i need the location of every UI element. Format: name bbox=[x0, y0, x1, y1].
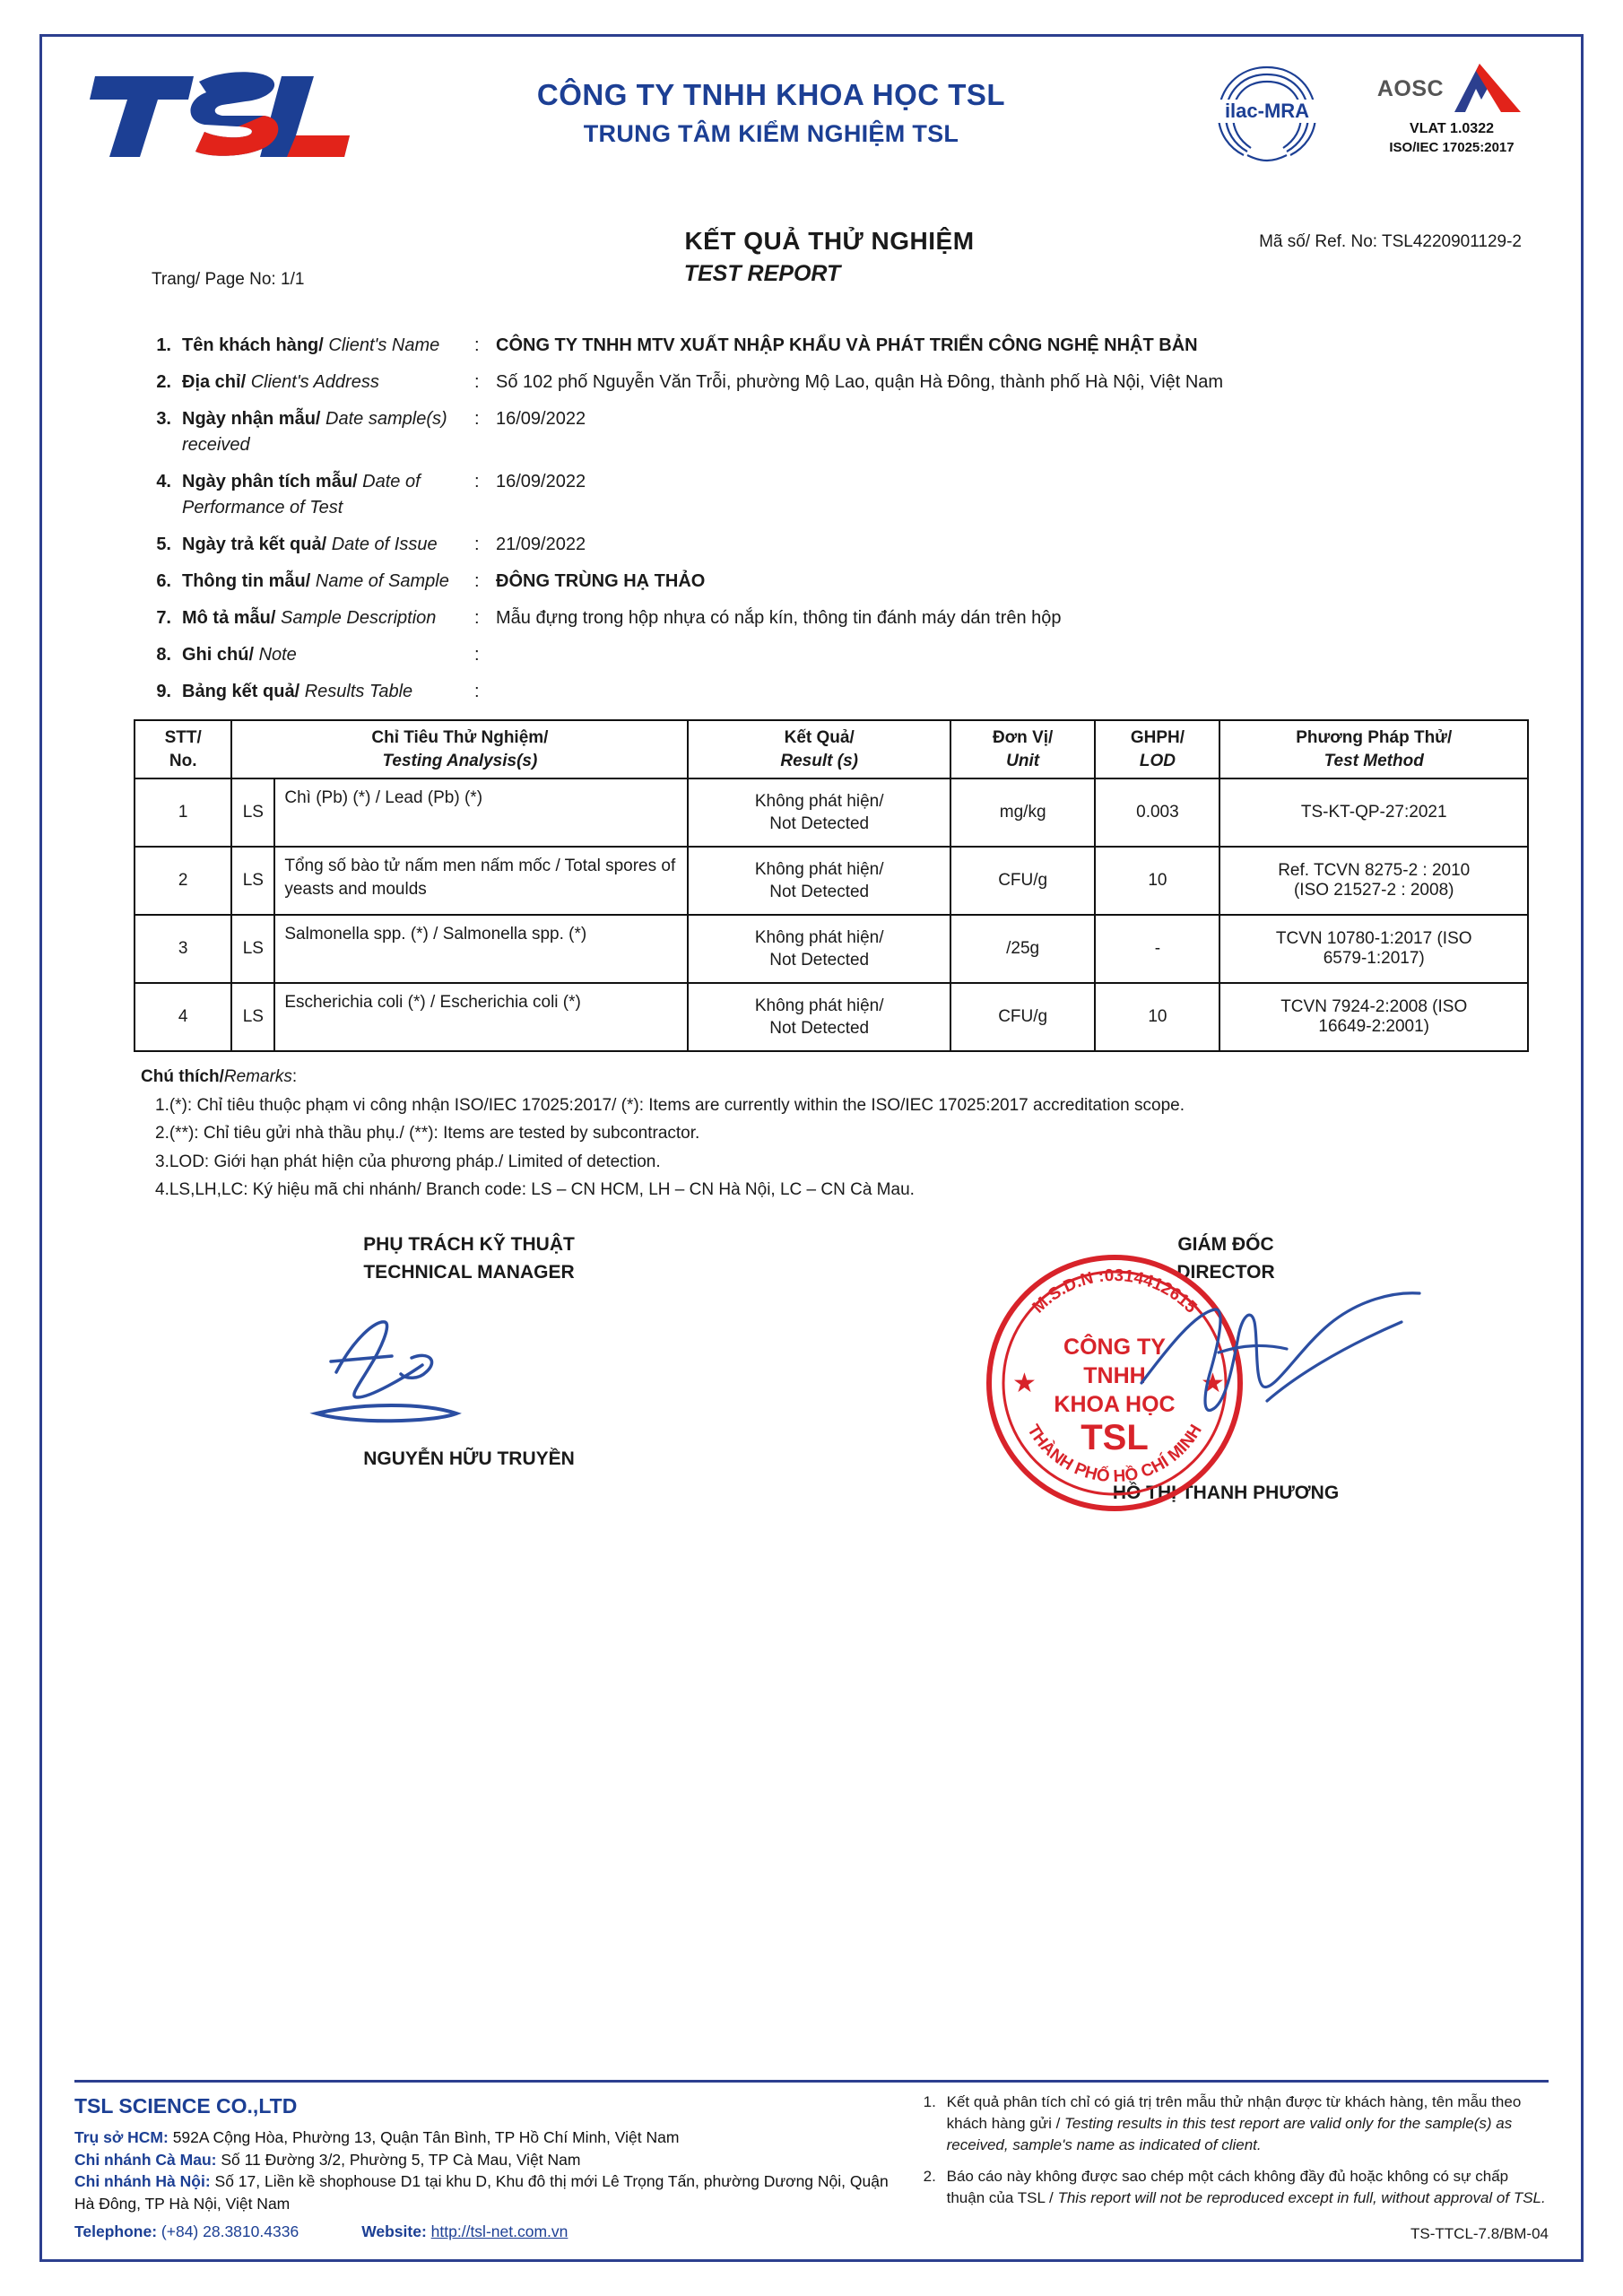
footer-note-en: This report will not be reproduced except in full, without approval of TSL. bbox=[1057, 2188, 1546, 2206]
field-label-vi: Tên khách hàng/ bbox=[182, 335, 324, 355]
footer-camau-value: Số 11 Đường 3/2, Phường 5, TP Cà Mau, Việt Nam bbox=[221, 2150, 581, 2169]
cell-unit: CFU/g bbox=[950, 847, 1096, 915]
field-row bbox=[137, 605, 1531, 631]
cell-method bbox=[1219, 915, 1528, 983]
table-header-result bbox=[688, 720, 950, 778]
field-label bbox=[182, 642, 474, 668]
header-en: Result (s) bbox=[780, 751, 858, 770]
field-label bbox=[182, 532, 474, 558]
table-row bbox=[135, 915, 1528, 983]
aosc-iso-standard: ISO/IEC 17025:2017 bbox=[1389, 140, 1515, 155]
svg-text:KHOA HỌC: KHOA HỌC bbox=[1054, 1391, 1176, 1417]
title-block bbox=[74, 227, 1549, 309]
cell-result-en: Not Detected bbox=[769, 883, 870, 902]
footer-note-en: Testing results in this test report are valid only for the sample(s) as received, sample's name as indicated of client. bbox=[946, 2115, 1513, 2154]
page-number-label: Trang/ Page No: bbox=[152, 270, 276, 289]
cell-method-line2: 16649-2:2001) bbox=[1318, 1017, 1430, 1037]
company-name: CÔNG TY TNHH KHOA HỌC TSL bbox=[536, 78, 1006, 111]
field-label-en: Sample Description bbox=[281, 608, 437, 628]
footer-hcm-label: Trụ sở HCM: bbox=[74, 2127, 169, 2146]
ilac-mra-logo bbox=[1195, 60, 1339, 172]
remarks-title-suffix: : bbox=[291, 1067, 298, 1087]
tsl-logo bbox=[74, 53, 370, 162]
results-table bbox=[134, 719, 1529, 1052]
remark-item: 3.LOD: Giới hạn phát hiện của phương pháp./ Limited of detection. bbox=[155, 1152, 661, 1171]
cell-lod: - bbox=[1095, 915, 1219, 983]
field-row bbox=[137, 532, 1531, 558]
header-en: LOD bbox=[1139, 751, 1176, 770]
field-label-en: Note bbox=[258, 645, 297, 665]
field-value: CÔNG TY TNHH MTV XUẤT NHẬP KHẨU VÀ PHÁT TRIỂN CÔNG NGHỆ NHẬT BẢN bbox=[496, 335, 1198, 355]
footer-note-text bbox=[947, 2092, 1549, 2156]
field-row bbox=[137, 679, 1531, 705]
cell-method-line1: Ref. TCVN 8275-2 : 2010 bbox=[1278, 861, 1471, 881]
results-table-wrapper bbox=[74, 719, 1549, 1052]
cell-method bbox=[1219, 847, 1528, 915]
report-footer bbox=[74, 2080, 1549, 2243]
cell-result-vi: Không phát hiện/ bbox=[754, 927, 884, 947]
signature-section bbox=[74, 1231, 1549, 1526]
aosc-logo bbox=[1355, 60, 1549, 155]
field-label-vi: Ngày phân tích mẫu/ bbox=[182, 472, 358, 491]
footer-company-name: TSL SCIENCE CO.,LTD bbox=[74, 2094, 298, 2118]
report-title-en: TEST REPORT bbox=[683, 261, 841, 286]
field-value: 21/09/2022 bbox=[496, 535, 586, 554]
cell-no: 4 bbox=[135, 983, 231, 1051]
field-label bbox=[182, 605, 474, 631]
field-colon: : bbox=[474, 645, 480, 665]
table-row bbox=[135, 778, 1528, 847]
cell-lod: 0.003 bbox=[1095, 778, 1219, 847]
field-number: 2. bbox=[156, 372, 171, 392]
director-name: HỒ THỊ THANH PHƯƠNG bbox=[1112, 1482, 1340, 1503]
cell-analysis bbox=[231, 847, 688, 915]
cell-branch-code: LS bbox=[232, 779, 275, 846]
field-number: 3. bbox=[156, 409, 171, 429]
table-header-unit bbox=[950, 720, 1096, 778]
table-header-method bbox=[1219, 720, 1528, 778]
cell-method-line1: TCVN 10780-1:2017 (ISO bbox=[1275, 929, 1472, 949]
cell-analysis bbox=[231, 778, 688, 847]
field-label-vi: Địa chỉ/ bbox=[182, 372, 247, 392]
footer-hcm-office bbox=[74, 2126, 900, 2149]
field-colon: : bbox=[474, 682, 480, 701]
header-vi: Kết Quả/ bbox=[784, 728, 855, 747]
footer-contact-line bbox=[74, 2221, 900, 2243]
table-header-no bbox=[135, 720, 231, 778]
report-header bbox=[74, 37, 1549, 207]
cell-method bbox=[1219, 778, 1528, 847]
cell-lod: 10 bbox=[1095, 983, 1219, 1051]
cell-unit: mg/kg bbox=[950, 778, 1096, 847]
technical-manager-title-en: TECHNICAL MANAGER bbox=[363, 1262, 575, 1283]
table-row bbox=[135, 983, 1528, 1051]
header-en: Testing Analysis(s) bbox=[382, 751, 538, 770]
reference-number bbox=[1259, 232, 1522, 252]
field-number: 1. bbox=[156, 335, 171, 355]
field-value: 16/09/2022 bbox=[496, 409, 586, 429]
cell-analysis bbox=[231, 915, 688, 983]
footer-hanoi-office bbox=[74, 2170, 900, 2215]
aosc-vlat: VLAT 1.0322 bbox=[1410, 121, 1494, 136]
field-row bbox=[137, 642, 1531, 668]
footer-hanoi-label: Chi nhánh Hà Nội: bbox=[74, 2172, 211, 2191]
field-row bbox=[137, 333, 1531, 359]
svg-text:ilac-MRA: ilac-MRA bbox=[1224, 100, 1310, 122]
svg-text:★: ★ bbox=[1201, 1368, 1225, 1398]
cell-analysis-name: Chì (Pb) (*) / Lead (Pb) (*) bbox=[284, 788, 483, 808]
field-colon: : bbox=[474, 335, 480, 355]
field-number: 8. bbox=[156, 645, 171, 665]
aosc-wordmark: AOSC bbox=[1376, 75, 1445, 101]
field-row bbox=[137, 370, 1531, 396]
footer-note-text bbox=[947, 2166, 1549, 2209]
field-label bbox=[182, 569, 474, 595]
field-value: ĐÔNG TRÙNG HẠ THẢO bbox=[496, 571, 706, 591]
remarks-section bbox=[74, 1065, 1549, 1204]
cell-result-en: Not Detected bbox=[769, 814, 870, 834]
footer-note bbox=[924, 2092, 1549, 2156]
field-label-vi: Mô tả mẫu/ bbox=[182, 608, 276, 628]
footer-note bbox=[924, 2166, 1549, 2209]
reference-label: Mã số/ Ref. No: bbox=[1259, 232, 1378, 251]
svg-text:TNHH: TNHH bbox=[1083, 1362, 1146, 1388]
header-vi: Phương Pháp Thử/ bbox=[1296, 728, 1453, 747]
cell-branch-code: LS bbox=[232, 984, 275, 1050]
cell-branch-code: LS bbox=[232, 848, 275, 914]
cell-result-vi: Không phát hiện/ bbox=[754, 859, 884, 879]
field-colon: : bbox=[474, 535, 480, 554]
cell-no: 2 bbox=[135, 847, 231, 915]
footer-note-vi: Kết quả phân tích chỉ có giá trị trên mẫu thử nhận được từ khách hàng, tên mẫu theo khách hàng gửi / bbox=[946, 2093, 1522, 2133]
header-en: Test Method bbox=[1324, 751, 1424, 770]
table-header-lod bbox=[1095, 720, 1219, 778]
cell-unit: CFU/g bbox=[950, 983, 1096, 1051]
cell-unit: /25g bbox=[950, 915, 1096, 983]
field-row bbox=[137, 569, 1531, 595]
cell-method bbox=[1219, 983, 1528, 1051]
svg-text:M.S.D.N :0314412615: M.S.D.N :0314412615 bbox=[1028, 1265, 1201, 1318]
cell-result bbox=[688, 778, 950, 847]
cell-lod: 10 bbox=[1095, 847, 1219, 915]
field-colon: : bbox=[474, 372, 480, 392]
footer-hanoi-value: Số 17, Liền kề shophouse D1 tại khu D, Khu đô thị mới Lê Trọng Tấn, phường Dương Nội, Quận Hà Đông, TP Hà Nội, Việt Nam bbox=[74, 2172, 889, 2213]
field-label-en: Date of Issue bbox=[331, 535, 438, 554]
page-number bbox=[152, 270, 304, 290]
field-label-en: Name of Sample bbox=[315, 571, 449, 591]
header-vi: STT/ bbox=[164, 728, 202, 747]
remark-item: 2.(**): Chỉ tiêu gửi nhà thầu phụ./ (**): Items are tested by subcontractor. bbox=[155, 1124, 700, 1144]
field-number: 4. bbox=[156, 472, 171, 491]
cell-branch-code: LS bbox=[232, 916, 275, 982]
report-title-vi: KẾT QUẢ THỬ NGHIỆM bbox=[684, 227, 975, 255]
footer-notes bbox=[924, 2092, 1549, 2243]
table-header-analysis bbox=[231, 720, 688, 778]
report-sheet bbox=[39, 34, 1584, 2262]
field-value bbox=[496, 642, 1531, 668]
remarks-title-en: Remarks bbox=[223, 1067, 292, 1087]
cell-no: 1 bbox=[135, 778, 231, 847]
field-colon: : bbox=[474, 608, 480, 628]
header-en: No. bbox=[169, 751, 197, 770]
field-label bbox=[182, 333, 474, 359]
footer-telephone-value: (+84) 28.3810.4336 bbox=[161, 2222, 299, 2241]
svg-text:TSL: TSL bbox=[1081, 1417, 1149, 1457]
svg-text:CÔNG TY: CÔNG TY bbox=[1063, 1334, 1166, 1360]
field-row bbox=[137, 406, 1531, 458]
field-label-vi: Ghi chú/ bbox=[182, 645, 254, 665]
footer-camau-label: Chi nhánh Cà Mau: bbox=[74, 2150, 217, 2169]
remarks-title bbox=[141, 1065, 1513, 1091]
field-colon: : bbox=[474, 571, 480, 591]
cell-result bbox=[688, 915, 950, 983]
field-label-vi: Thông tin mẫu/ bbox=[182, 571, 311, 591]
field-label-vi: Ngày trả kết quả/ bbox=[182, 535, 327, 554]
footer-document-code: TS-TTCL-7.8/BM-04 bbox=[1410, 2224, 1549, 2242]
cell-analysis-name: Salmonella spp. (*) / Salmonella spp. (*) bbox=[284, 925, 587, 944]
footer-website-label: Website: bbox=[361, 2222, 427, 2241]
footer-note-number: 2. bbox=[923, 2167, 936, 2185]
field-value: 16/09/2022 bbox=[496, 472, 586, 491]
footer-company-info bbox=[74, 2092, 900, 2243]
field-list bbox=[74, 333, 1549, 705]
header-vi: GHPH/ bbox=[1130, 728, 1185, 747]
field-label-en: Results Table bbox=[304, 682, 413, 701]
table-row bbox=[135, 847, 1528, 915]
field-label bbox=[182, 469, 474, 521]
footer-note-number: 1. bbox=[923, 2093, 936, 2111]
field-number: 6. bbox=[156, 571, 171, 591]
remarks-title-vi: Chú thích/ bbox=[141, 1067, 224, 1087]
cell-analysis-name: Tổng số bào tử nấm men nấm mốc / Total spores of yeasts and moulds bbox=[284, 857, 676, 899]
cell-method-line2: 6579-1:2017) bbox=[1323, 949, 1425, 969]
field-colon: : bbox=[474, 409, 480, 429]
cell-result bbox=[688, 847, 950, 915]
cell-result-en: Not Detected bbox=[769, 1019, 870, 1039]
field-row bbox=[137, 469, 1531, 521]
field-label-en: Date sample(s) received bbox=[182, 409, 447, 455]
field-value: Số 102 phố Nguyễn Văn Trỗi, phường Mộ Lao, quận Hà Đông, thành phố Hà Nội, Việt Nam bbox=[496, 372, 1224, 392]
reference-value: TSL4220901129-2 bbox=[1382, 232, 1522, 251]
cell-analysis-name: Escherichia coli (*) / Escherichia coli (*) bbox=[284, 993, 581, 1013]
cell-result bbox=[688, 983, 950, 1051]
field-value: Mẫu đựng trong hộp nhựa có nắp kín, thông tin đánh máy dán trên hộp bbox=[496, 608, 1062, 628]
field-label-en: Client's Name bbox=[328, 335, 440, 355]
cell-method-line2: (ISO 21527-2 : 2008) bbox=[1293, 881, 1454, 900]
field-label-vi: Bảng kết quả/ bbox=[182, 682, 300, 701]
table-header-row bbox=[135, 720, 1528, 778]
field-label-en: Date of Performance of Test bbox=[182, 472, 421, 517]
footer-note-vi: Báo cáo này không được sao chép một cách không đầy đủ hoặc không có sự chấp thuận của TSL / bbox=[946, 2167, 1509, 2206]
field-label-en: Client's Address bbox=[250, 372, 379, 392]
center-name: TRUNG TÂM KIỂM NGHIỆM TSL bbox=[583, 120, 959, 148]
footer-telephone bbox=[74, 2221, 299, 2243]
field-number: 7. bbox=[156, 608, 171, 628]
field-value bbox=[496, 679, 1531, 705]
field-label bbox=[182, 406, 474, 458]
technical-manager-title-vi: PHỤ TRÁCH KỸ THUẬT bbox=[363, 1233, 575, 1255]
footer-website[interactable] bbox=[361, 2221, 568, 2243]
field-label bbox=[182, 370, 474, 396]
header-vi: Chỉ Tiêu Thử Nghiệm/ bbox=[371, 728, 549, 747]
cell-method-line1: TCVN 7924-2:2008 (ISO bbox=[1280, 997, 1468, 1017]
field-label bbox=[182, 679, 474, 705]
header-titles bbox=[370, 53, 1172, 148]
footer-telephone-label: Telephone: bbox=[74, 2222, 158, 2241]
field-number: 9. bbox=[156, 682, 171, 701]
field-colon: : bbox=[474, 472, 480, 491]
page-number-value: 1/1 bbox=[281, 270, 305, 289]
director-signature-icon bbox=[1133, 1266, 1428, 1464]
field-number: 5. bbox=[156, 535, 171, 554]
technical-manager-name: NGUYỄN HỮU TRUYỀN bbox=[363, 1448, 575, 1469]
footer-website-value[interactable]: http://tsl-net.com.vn bbox=[430, 2222, 568, 2241]
cell-result-en: Not Detected bbox=[769, 951, 870, 970]
director-title-vi: GIÁM ĐỐC bbox=[1177, 1233, 1274, 1255]
director-title-en: DIRECTOR bbox=[1176, 1262, 1275, 1283]
footer-hcm-value: 592A Cộng Hòa, Phường 13, Quận Tân Bình, TP Hồ Chí Minh, Việt Nam bbox=[172, 2127, 680, 2146]
svg-text:★: ★ bbox=[1012, 1368, 1037, 1398]
accreditation-marks bbox=[1172, 53, 1549, 172]
cell-method-line1: TS-KT-QP-27:2021 bbox=[1300, 803, 1447, 822]
svg-text:THÀNH PHỐ HỒ CHÍ MINH: THÀNH PHỐ HỒ CHÍ MINH bbox=[1023, 1421, 1206, 1486]
header-vi: Đơn Vị/ bbox=[992, 728, 1054, 747]
remark-item: 1.(*): Chỉ tiêu thuộc phạm vi công nhận ISO/IEC 17025:2017/ (*): Items are currently within the ISO/IEC 17025:2017 accreditation scope. bbox=[155, 1095, 1185, 1115]
remark-item: 4.LS,LH,LC: Ký hiệu mã chi nhánh/ Branch code: LS – CN HCM, LH – CN Hà Nội, LC – CN Cà Mau. bbox=[155, 1180, 915, 1200]
cell-result-vi: Không phát hiện/ bbox=[754, 791, 884, 811]
header-en: Unit bbox=[1006, 751, 1040, 770]
cell-no: 3 bbox=[135, 915, 231, 983]
technical-manager-signature-icon bbox=[299, 1302, 550, 1446]
field-label-vi: Ngày nhận mẫu/ bbox=[182, 409, 321, 429]
cell-analysis bbox=[231, 983, 688, 1051]
cell-result-vi: Không phát hiện/ bbox=[754, 996, 884, 1015]
footer-camau-office bbox=[74, 2149, 900, 2171]
